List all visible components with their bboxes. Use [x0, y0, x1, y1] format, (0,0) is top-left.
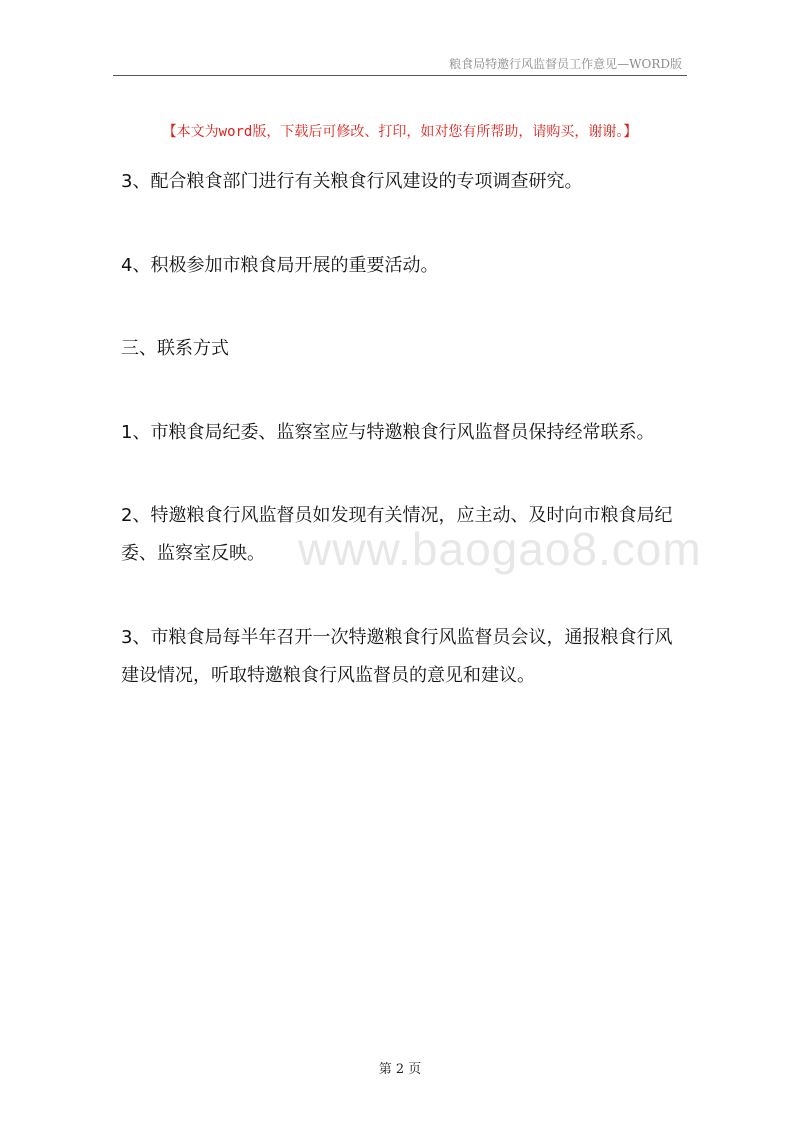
page-number: 第 2 页 [378, 1062, 422, 1077]
paragraph-contact-3: 3、市粮食局每半年召开一次特邀粮食行风监督员会议，通报粮食行风建设情况，听取特邀粮食行风监督员的意见和建议。 [121, 627, 673, 686]
header-divider [113, 75, 687, 76]
document-header-title: 粮食局特邀行风监督员工作意见—WORD版 [449, 57, 682, 71]
paragraph-item-3-research: 3、配合粮食部门进行有关粮食行风建设的专项调查研究。 [121, 171, 583, 192]
section-heading-contact: 三、联系方式 [121, 338, 229, 359]
paragraph-contact-2: 2、特邀粮食行风监督员如发现有关情况，应主动、及时向市粮食局纪委、监察室反映。 [121, 505, 673, 564]
paragraph-item-4-activities: 4、积极参加市粮食局开展的重要活动。 [121, 255, 439, 276]
paragraph-contact-1: 1、市粮食局纪委、监察室应与特邀粮食行风监督员保持经常联系。 [121, 422, 655, 443]
watermark: www.baogao8.com [298, 523, 702, 575]
purchase-notice: 【本文为word版，下载后可修改、打印，如对您有所帮助，请购买，谢谢。】 [162, 124, 638, 140]
